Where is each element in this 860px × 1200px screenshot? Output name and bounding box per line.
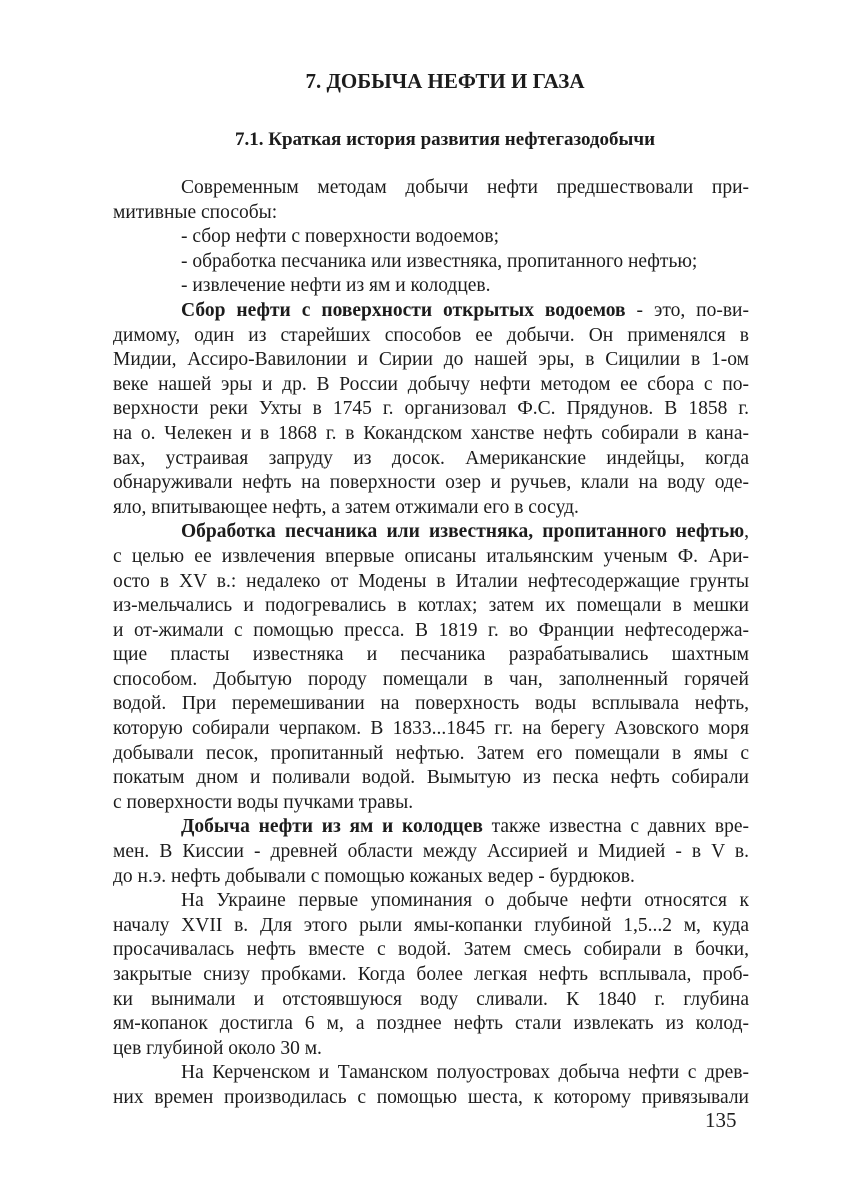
bold-term: Добыча нефти из ям и колодцев <box>181 816 483 838</box>
text-line <box>113 717 749 742</box>
text-line <box>113 545 749 570</box>
text-line <box>113 988 749 1013</box>
line-text: цев глубиной около 30 м. <box>113 1037 322 1059</box>
text-line <box>113 742 749 767</box>
line-text: которую собирали черпаком. В 1833...1845 гг. на берегу Азовского моря <box>113 718 749 740</box>
text-line <box>113 176 749 201</box>
line-text: - извлечение нефти из ям и колодцев. <box>181 275 491 297</box>
text-line <box>113 1012 749 1037</box>
line-text: также известна с давних вре- <box>482 816 749 838</box>
line-text: - сбор нефти с поверхности водоемов; <box>181 226 500 248</box>
text-line <box>113 570 749 595</box>
line-text: - обработка песчаника или известняка, пропитанного нефтью; <box>181 250 698 272</box>
chapter-title: 7. ДОБЫЧА НЕФТИ И ГАЗА <box>305 69 585 93</box>
line-text: веке нашей эры и др. В России добычу нефти методом ее сбора с по- <box>113 373 749 395</box>
line-text: них времен производилась с помощью шеста, к которому привязывали <box>113 1086 749 1108</box>
text-line <box>113 324 749 349</box>
text-line <box>113 668 749 693</box>
text-line <box>113 791 749 816</box>
line-text: - это, по-ви- <box>625 299 749 321</box>
text-line <box>113 274 749 299</box>
text-line <box>113 447 749 472</box>
line-text: и от-жимали с помощью пресса. В 1819 г. во Франции нефтесодержа- <box>113 619 749 641</box>
line-text: Современным методам добычи нефти предшествовали при- <box>181 177 749 198</box>
line-text: из-мельчались и подогревались в котлах; затем их помещали в мешки <box>113 595 749 617</box>
text-line <box>113 963 749 988</box>
line-text: на о. Челекен и в 1868 г. в Кокандском ханстве нефть собирали в кана- <box>113 422 749 444</box>
line-text: Мидии, Ассиро-Вавилонии и Сирии до нашей эры, в Сицилии в 1-ом <box>113 349 749 371</box>
text-line <box>113 250 749 275</box>
line-text: мен. В Киссии - древней области между Ассирией и Мидией - в V в. <box>113 841 749 863</box>
text-line <box>113 348 749 373</box>
line-text: На Керченском и Таманском полуостровах добыча нефти с древ- <box>181 1062 749 1084</box>
line-text: добывали песок, пропитанный нефтью. Затем его помещали в ямы с <box>113 742 749 764</box>
line-text: просачивалась нефть вместе с водой. Затем смесь собирали в бочки, <box>113 939 749 961</box>
line-text: верхности реки Ухты в 1745 г. организовал Ф.С. Прядунов. В 1858 г. <box>113 398 749 420</box>
text-line <box>113 766 749 791</box>
line-text: ки вынимали и отстоявшуюся воду сливали. К 1840 г. глубина <box>113 988 749 1010</box>
line-text: покатым дном и поливали водой. Вымытую из песка нефть собирали <box>113 767 749 789</box>
text-line <box>113 840 749 865</box>
line-text: яло, впитывающее нефть, а затем отжимали его в сосуд. <box>113 496 579 518</box>
text-line <box>113 938 749 963</box>
line-text: митивные способы: <box>113 201 278 223</box>
line-text: до н.э. нефть добывали с помощью кожаных ведер - бурдюков. <box>113 865 635 887</box>
text-line <box>113 496 749 521</box>
line-text: способом. Добытую породу помещали в чан, заполненный горячей <box>113 668 749 690</box>
text-line <box>113 520 749 545</box>
line-text: обнаруживали нефть на поверхности озер и ручьев, клали на воду оде- <box>113 472 749 494</box>
line-text: ям-копанок достигла 6 м, а позднее нефть стали извлекать из колод- <box>113 1013 749 1035</box>
line-text: началу XVII в. Для этого рыли ямы-копанки глубиной 1,5...2 м, куда <box>113 914 749 936</box>
text-line <box>113 471 749 496</box>
text-line <box>113 594 749 619</box>
text-line <box>113 889 749 914</box>
text-line <box>113 865 749 890</box>
text-line <box>113 422 749 447</box>
text-line <box>113 1061 749 1086</box>
page-number: 135 <box>705 1108 737 1132</box>
text-line <box>113 225 749 250</box>
text-line <box>113 914 749 939</box>
text-line <box>113 692 749 717</box>
section-title: 7.1. Краткая история развития нефтегазодобычи <box>234 129 656 150</box>
text-line <box>113 1086 749 1111</box>
line-text: вах, устраивая запруду из досок. Американские индейцы, когда <box>113 447 749 469</box>
line-text: , <box>744 521 749 543</box>
bold-term: Сбор нефти с поверхности открытых водоемов <box>181 299 626 321</box>
line-text: водой. При перемешивании на поверхность воды всплывала нефть, <box>113 693 749 715</box>
text-line <box>113 1037 749 1062</box>
text-line <box>113 815 749 840</box>
text-line <box>113 299 749 324</box>
text-line <box>113 643 749 668</box>
text-line <box>113 397 749 422</box>
text-line <box>113 619 749 644</box>
line-text: закрытые снизу пробками. Когда более легкая нефть всплывала, проб- <box>113 964 749 985</box>
line-text: с поверхности воды пучками травы. <box>113 791 414 813</box>
bold-term: Обработка песчаника или известняка, пропитанного нефтью <box>181 521 745 543</box>
line-text: осто в XV в.: недалеко от Модены в Италии нефтесодержащие грунты <box>113 570 749 592</box>
line-text: димому, один из старейших способов ее добычи. Он применялся в <box>113 324 749 346</box>
text-line <box>113 373 749 398</box>
line-text: На Украине первые упоминания о добыче нефти относятся к <box>181 890 749 912</box>
line-text: щие пласты известняка и песчаника разрабатывались шахтным <box>113 644 749 666</box>
text-line <box>113 201 749 226</box>
body-text <box>113 176 749 1111</box>
line-text: с целью ее извлечения впервые описаны итальянским ученым Ф. Ари- <box>113 545 749 567</box>
